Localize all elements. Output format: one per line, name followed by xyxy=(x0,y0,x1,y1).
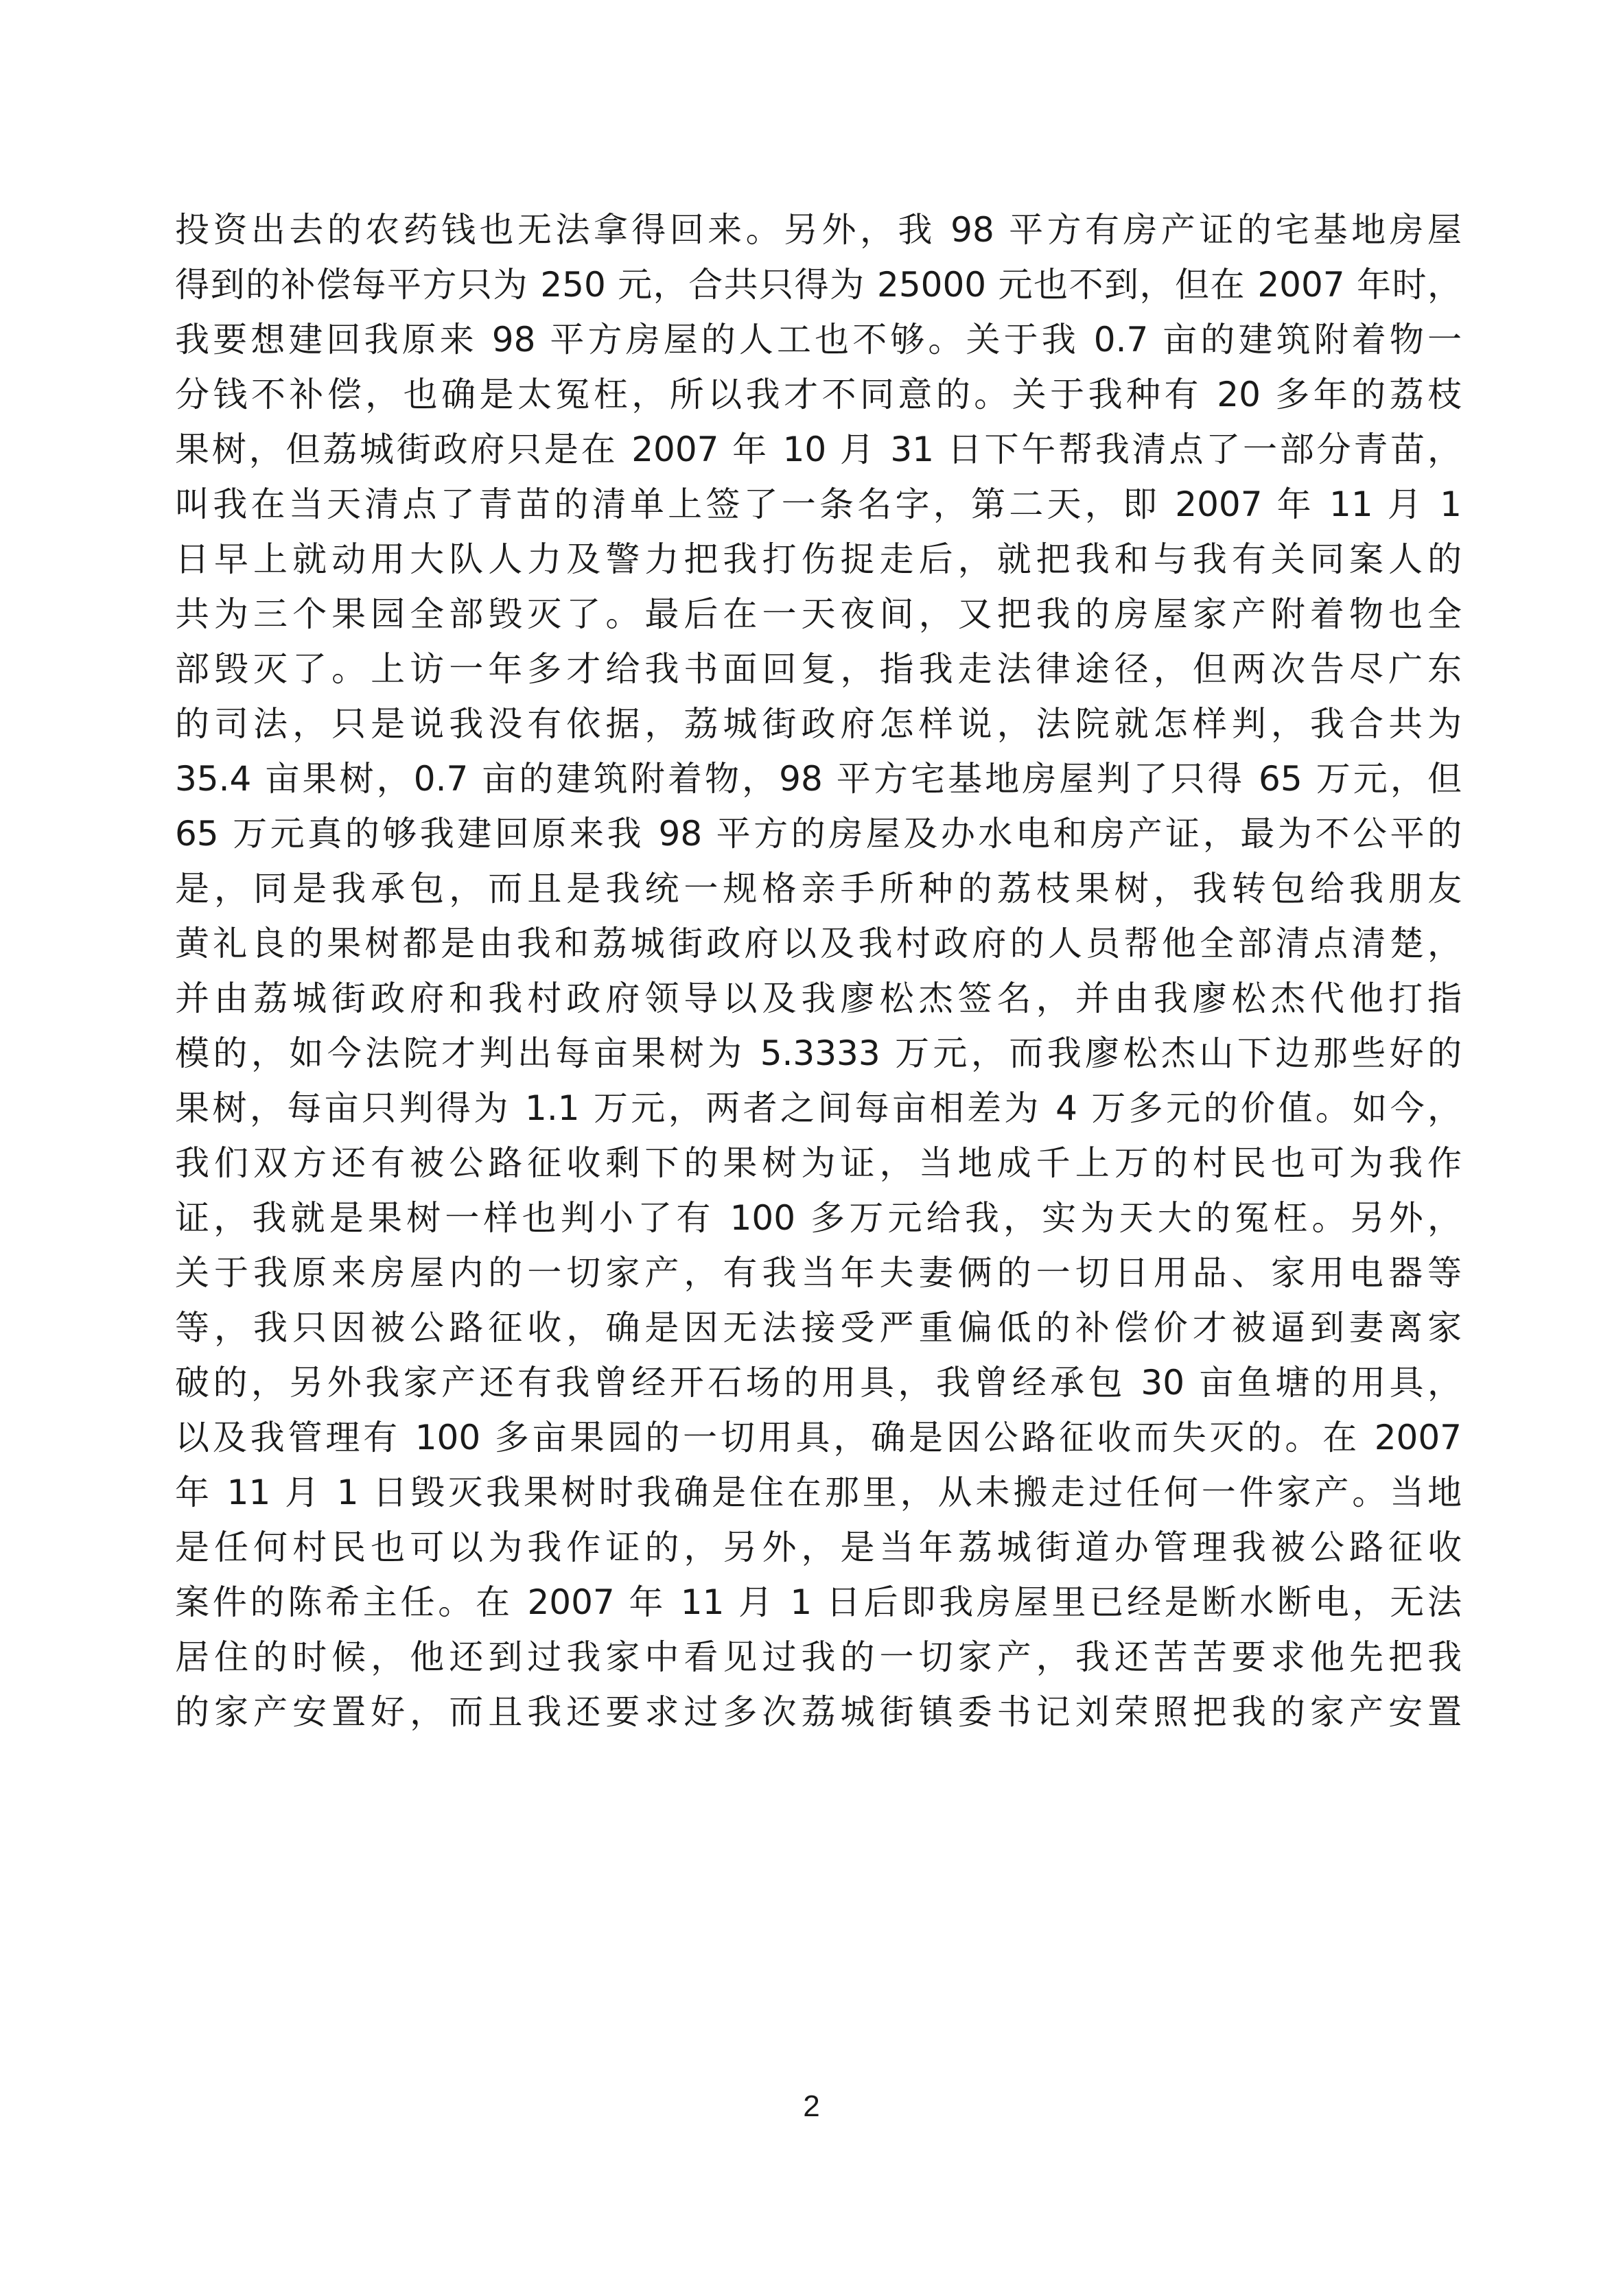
text-line: 分钱不补偿，也确是太冤枉，所以我才不同意的。关于我种有 20 多年的荔枝 xyxy=(175,375,1462,414)
text-line: 日早上就动用大队人力及警力把我打伤捉走后，就把我和与我有关同案人的 xyxy=(175,539,1462,579)
text-line: 模的，如今法院才判出每亩果树为 5.3333 万元，而我廖松杰山下边那些好的 xyxy=(175,1033,1462,1073)
text-line: 我们双方还有被公路征收剩下的果树为证，当地成千上万的村民也可为我作 xyxy=(175,1143,1462,1183)
text-line: 部毁灭了。上访一年多才给我书面回复，指我走法律途径，但两次告尽广东 xyxy=(175,649,1462,689)
text-line: 叫我在当天清点了青苗的清单上签了一条名字，第二天，即 2007 年 11 月 1 xyxy=(175,484,1462,524)
text-line: 黄礼良的果树都是由我和荔城街政府以及我村政府的人员帮他全部清点清楚， xyxy=(175,924,1462,963)
text-line: 果树，但荔城街政府只是在 2007 年 10 月 31 日下午帮我清点了一部分青苗， xyxy=(175,430,1462,469)
text-line: 以及我管理有 100 多亩果园的一切用具，确是因公路征收而失灭的。在 2007 xyxy=(175,1418,1462,1457)
text-line: 65 万元真的够我建回原来我 98 平方的房屋及办水电和房产证，最为不公平的 xyxy=(175,814,1462,854)
text-line: 是任何村民也可以为我作证的，另外，是当年荔城街道办管理我被公路征收 xyxy=(175,1527,1462,1567)
text-line: 我要想建回我原来 98 平方房屋的人工也不够。关于我 0.7 亩的建筑附着物一 xyxy=(175,320,1462,360)
text-line: 关于我原来房屋内的一切家产，有我当年夫妻俩的一切日用品、家用电器等 xyxy=(175,1253,1462,1293)
text-line: 得到的补偿每平方只为 250 元，合共只得为 25000 元也不到，但在 2007 年时， xyxy=(175,265,1462,305)
text-line: 是，同是我承包，而且是我统一规格亲手所种的荔枝果树，我转包给我朋友 xyxy=(175,869,1462,909)
text-line: 果树，每亩只判得为 1.1 万元，两者之间每亩相差为 4 万多元的价值。如今， xyxy=(175,1088,1462,1128)
text-line: 证，我就是果树一样也判小了有 100 多万元给我，实为天大的冤枉。另外， xyxy=(175,1198,1462,1238)
text-line: 并由荔城街政府和我村政府领导以及我廖松杰签名，并由我廖松杰代他打指 xyxy=(175,979,1462,1018)
text-line: 等，我只因被公路征收，确是因无法接受严重偏低的补偿价才被逼到妻离家 xyxy=(175,1308,1462,1348)
text-line: 的司法，只是说我没有依据，荔城街政府怎样说，法院就怎样判，我合共为 xyxy=(175,704,1462,744)
text-line: 居住的时候，他还到过我家中看见过我的一切家产，我还苦苦要求他先把我 xyxy=(175,1637,1462,1677)
text-line: 破的，另外我家产还有我曾经开石场的用具，我曾经承包 30 亩鱼塘的用具， xyxy=(175,1363,1462,1403)
text-line: 共为三个果园全部毁灭了。最后在一天夜间，又把我的房屋家产附着物也全 xyxy=(175,594,1462,634)
text-line: 的家产安置好，而且我还要求过多次荔城街镇委书记刘荣照把我的家产安置 xyxy=(175,1692,1462,1732)
text-line: 35.4 亩果树，0.7 亩的建筑附着物，98 平方宅基地房屋判了只得 65 万元，但 xyxy=(175,759,1462,799)
page-number: 2 xyxy=(803,2089,820,2123)
body-text xyxy=(175,206,1462,1743)
text-line: 投资出去的农药钱也无法拿得回来。另外，我 98 平方有房产证的宅基地房屋 xyxy=(175,210,1462,250)
text-line: 年 11 月 1 日毁灭我果树时我确是住在那里，从未搬走过任何一件家产。当地 xyxy=(175,1473,1462,1512)
text-line: 案件的陈希主任。在 2007 年 11 月 1 日后即我房屋里已经是断水断电，无法 xyxy=(175,1582,1462,1622)
